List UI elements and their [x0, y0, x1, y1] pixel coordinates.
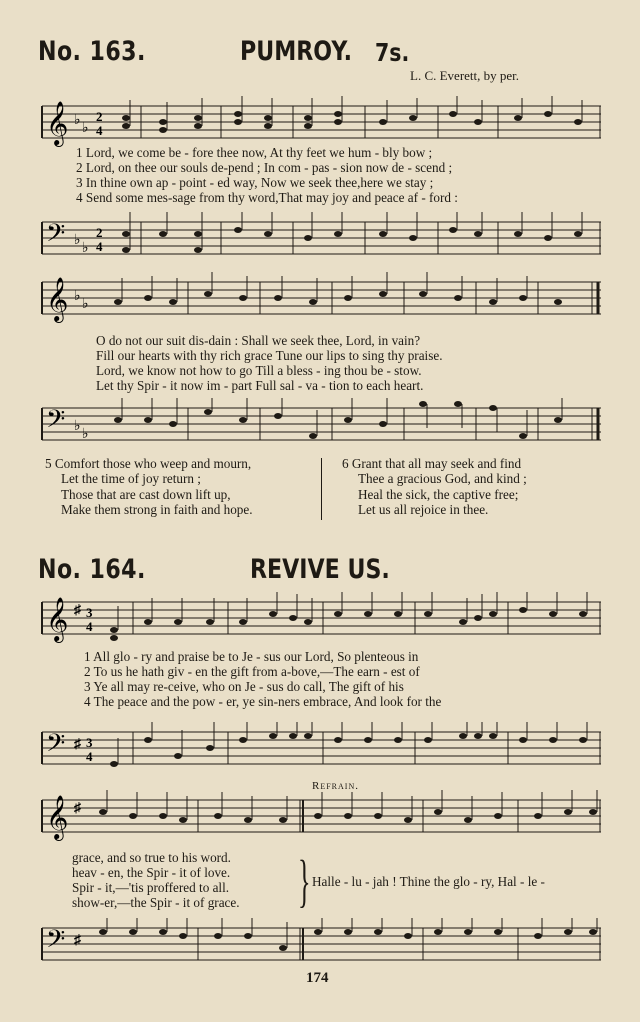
verse-line: grace, and so true to his word. [72, 850, 231, 865]
hymn-164-number: No. 164. [38, 554, 146, 585]
hymn-163-stanza-6 [342, 456, 527, 517]
verse-line: heav - en, the Spir - it of love. [72, 865, 231, 880]
verse-line: Let thy Spir - it now im - part Full sal - va - tion to each heart. [96, 378, 424, 393]
verse-line: 4 Send some mes-sage from thy word,That may joy and peace af - ford : [76, 190, 458, 205]
verse-line: O do not our suit dis-dain : Shall we seek thee, Lord, in vain? [96, 333, 421, 348]
brace: } [298, 848, 311, 913]
svg-text:♭: ♭ [74, 419, 81, 434]
svg-text:♭: ♭ [82, 297, 89, 312]
hymn-163-bass-staff-1 [38, 212, 603, 262]
hymn-164-title: REVIVE US. [250, 554, 390, 585]
verse-line: 1 All glo - ry and praise be to Je - sus our Lord, So plenteous in [84, 649, 419, 664]
stanza-line: 5 Comfort those who weep and mourn, [45, 456, 252, 471]
stanza-line: Let the time of joy return ; [61, 471, 201, 487]
treble-clef-icon: 𝄞 [46, 103, 69, 145]
bass-clef-icon: 𝄢 [46, 406, 66, 439]
svg-text:♭: ♭ [82, 427, 89, 442]
stanza-divider [321, 458, 322, 520]
svg-text:3: 3 [86, 735, 93, 750]
hymn-163-verses-part-1 [76, 145, 458, 205]
stanza-line: Make them strong in faith and hope. [61, 501, 253, 517]
treble-clef-icon: 𝄞 [46, 797, 69, 839]
svg-text:♭: ♭ [74, 289, 81, 304]
svg-text:♯: ♯ [74, 933, 81, 948]
verse-line: Fill our hearts with thy rich grace Tune our lips to sing thy praise. [96, 348, 443, 363]
hymn-163-meter: 7s. [375, 38, 410, 67]
bass-clef-icon: 𝄢 [46, 926, 66, 959]
svg-text:♭: ♭ [74, 233, 81, 248]
hymn-163-treble-staff-2 [38, 272, 603, 322]
svg-text:4: 4 [96, 123, 103, 138]
bass-clef-icon: 𝄢 [46, 730, 66, 763]
svg-text:♭: ♭ [74, 113, 81, 128]
svg-text:♭: ♭ [82, 241, 89, 256]
hymn-164-verses-part-1 [84, 649, 441, 709]
svg-text:2: 2 [96, 225, 103, 240]
stanza-line: Let us all rejoice in thee. [358, 501, 489, 517]
hymn-163-number: No. 163. [38, 36, 146, 67]
bass-clef-icon: 𝄢 [46, 220, 66, 253]
verse-line: 1 Lord, we come be - fore thee now, At thy feet we hum - bly bow ; [76, 145, 433, 160]
hymn-163-attribution: L. C. Everett, by per. [410, 68, 520, 83]
svg-text:3: 3 [86, 605, 93, 620]
hymn-163-treble-staff-1 [38, 96, 603, 146]
verse-line: Spir - it,—'tis proffered to all. [72, 880, 230, 895]
hymn-163-verses-part-2 [96, 333, 443, 393]
refrain-label: Refrain. [312, 780, 359, 792]
hymn-164-verses-part-2 [72, 850, 240, 910]
hymn-163-stanza-5 [45, 456, 253, 517]
stanza-line: Heal the sick, the captive free; [358, 486, 519, 502]
svg-text:4: 4 [96, 239, 103, 254]
verse-line: 3 In thine own ap - point - ed way, Now we seek thee,here we stay ; [76, 175, 434, 190]
verse-line: 2 To us he hath giv - en the gift from a-bove,—The earn - est of [84, 664, 420, 679]
verse-line: 3 Ye all may re-ceive, who on Je - sus do call, The gift of his [84, 679, 404, 694]
treble-clef-icon: 𝄞 [46, 599, 69, 641]
svg-text:4: 4 [86, 619, 93, 634]
treble-clef-icon: 𝄞 [46, 279, 69, 321]
svg-text:♭: ♭ [82, 121, 89, 136]
svg-text:4: 4 [86, 749, 93, 764]
hymn-164-bass-staff-2 [38, 918, 603, 968]
verse-line: 4 The peace and the pow - er, ye sin-ners embrace, And look for the [84, 694, 442, 709]
svg-text:♯: ♯ [74, 603, 81, 618]
verse-line: Lord, we know not how to go Till a bless - ing thou be - stow. [96, 363, 422, 378]
svg-text:♯: ♯ [74, 737, 81, 752]
hymn-163-title: PUMROY. [240, 36, 353, 67]
hymn-164-treble-staff-2 [38, 790, 603, 842]
stanza-line: Those that are cast down lift up, [61, 486, 231, 502]
verse-line: 2 Lord, on thee our souls de-pend ; In com - pas - sion now de - scend ; [76, 160, 453, 175]
page-number: 174 [306, 970, 329, 986]
stanza-line: 6 Grant that all may seek and find [342, 456, 522, 471]
verse-line: show-er,—the Spir - it of grace. [72, 895, 240, 910]
refrain-text: Halle - lu - jah ! Thine the glo - ry, Hal - le - [312, 874, 545, 889]
stanza-line: Thee a gracious God, and kind ; [358, 471, 527, 487]
hymn-163-bass-staff-2 [38, 398, 603, 448]
svg-text:2: 2 [96, 109, 103, 124]
hymn-164-bass-staff-1 [38, 722, 603, 772]
svg-text:♯: ♯ [74, 801, 81, 816]
hymn-164-treble-staff-1 [38, 592, 603, 648]
